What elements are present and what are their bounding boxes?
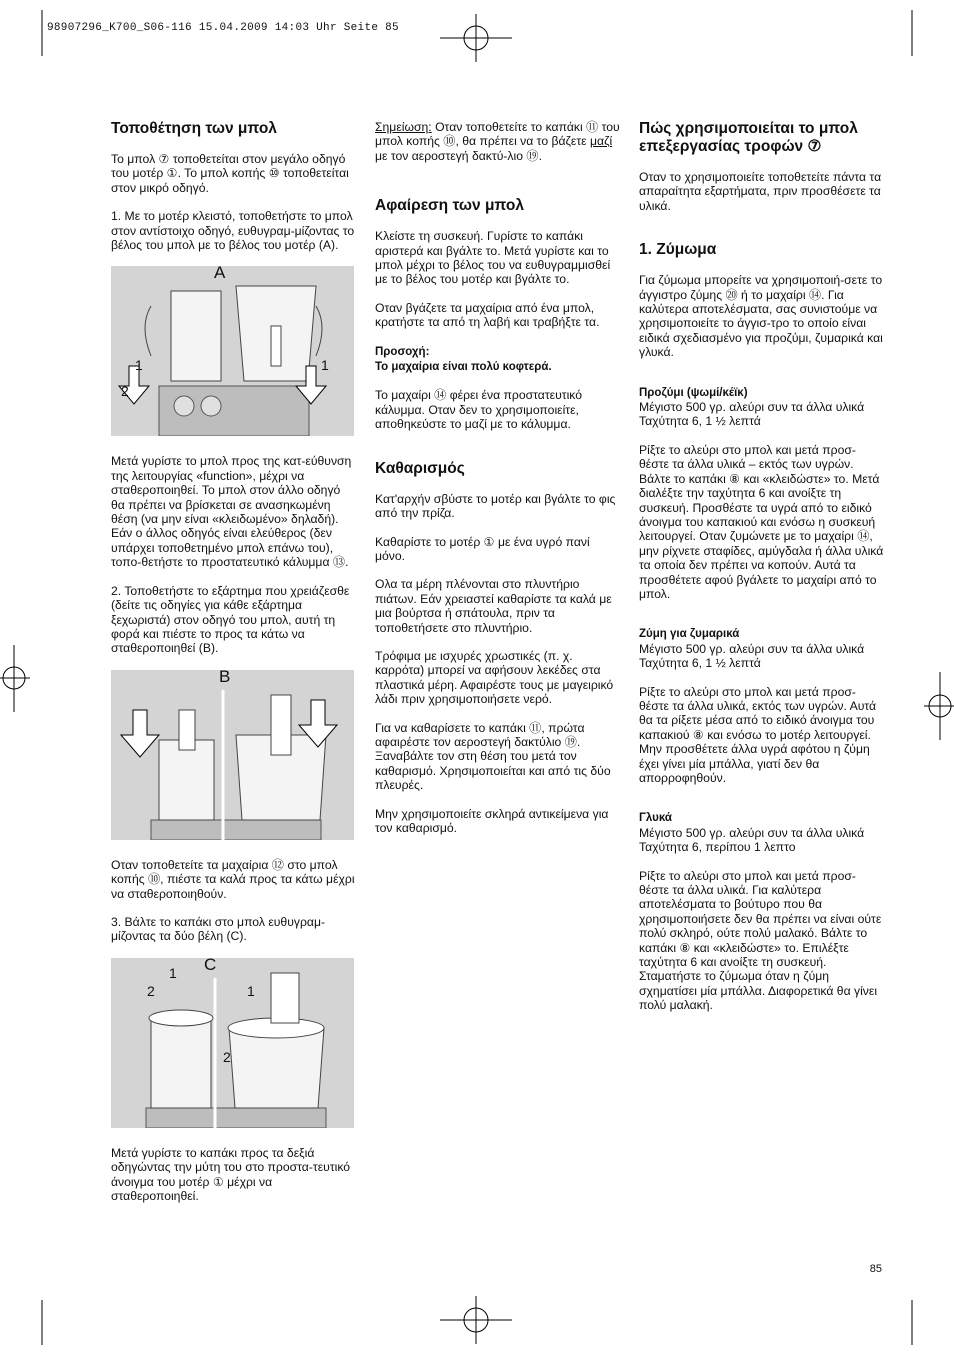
note [375,120,620,163]
recipe-line: Ταχύτητα 6, 1 ½ λεπτά [639,414,761,429]
paragraph: 1. Με το μοτέρ κλειστό, τοποθετήστε το μπολ στον αντίστοιχο οδηγό, ευθυγραμ-μίζοντας το βέλος του μπολ με το βέλος του μοτέρ (A). [111,209,355,253]
recipe-line: Μέγιστο 500 γρ. αλεύρι συν τα άλλα υλικά [639,400,865,415]
recipe-line: Μέγιστο 500 γρ. αλεύρι συν τα άλλα υλικά [639,825,865,840]
paragraph: Μην χρησιμοποιείτε σκληρά αντικείμενα για τον καθαρισμό. [375,806,609,835]
paragraph: Ρίξτε το αλεύρι στο μπολ και μετά προσ-θέστε τα άλλα υλικά. Για καλύτερα αποτελέσματα το βούτυρο που θα χρησιμοποιήσετε δεν θα πρέπει να είναι ούτε πολύ σκληρό, ούτε πολύ μαλακό. Βάλτε το καπάκι ⑧ και «κλειδώστε» το. Επιλέξτε ταχύτητα 6 και ανοίξτε τη συσκευή. Σταματήστε το ζύμωμα όταν η ζύμη σχηματίσει μία μπάλλα. Διαφορετικά θα γίνει πολύ μαλακή. [639,868,882,1013]
figure-callout: 2 [147,982,155,999]
figure-callout: 2 [223,1048,231,1065]
paragraph: 3. Βάλτε το καπάκι στο μπολ ευθυγραμ-μίζοντας τα δύο βέλη (C). [111,914,326,944]
figure-callout: 1 [321,357,329,374]
recipe-line: Μέγιστο 500 γρ. αλεύρι συν τα άλλα υλικά [639,641,865,656]
paragraph: Το μαχαίρι ⑭ φέρει ένα προστατευτικό κάλυμμα. Οταν δεν το χρησιμοποιείτε, αποθηκεύστε το μαζί με το κάλυμμα. [375,388,583,432]
column-middle [375,120,620,849]
figure-callout: 1 [169,964,177,981]
paragraph: Μετά γυρίστε το καπάκι προς τα δεξιά οδηγώντας την μύτη του στο προστα-τευτικό άνοιγμα του μοτέρ ① μέχρι να σταθεροποιηθεί. [111,1145,351,1203]
recipe-line: Ταχύτητα 6, περίπου 1 λεπτο [639,840,796,855]
figure-label-b: B [219,669,231,686]
figure-b [111,670,354,840]
paragraph: Οταν το χρησιμοποιείτε τοποθετείτε πάντα τα απαραίτητα εξαρτήματα, πριν προσθέσετε τα υλικά. [639,170,882,213]
recipe-title: Προζύμι (ψωμί/κέϊκ) [639,386,748,399]
figure-label-c: C [204,957,217,974]
note-tail: με τον αεροστεγή δακτύ-λιο ⑲. [375,148,542,163]
paragraph: Μετά γυρίστε το μπολ προς της κατ-εύθυνση της λειτουργίας «function», μέχρι να σταθεροποιηθεί. Το μπολ στον άλλο οδηγό θα πρέπει να βρίσκεται σε ανασηκωμένη θέση (να μην είναι «κλειδωμένο» δηλαδή). Εάν ο άλλος οδηγός είναι ελεύθερος (δεν υπάρχει τοποθετημένο μπολ επάνω του), τοπο-θετήστε το προστατευτικό κάλυμμα ⑬. [111,454,352,570]
page-number: 85 [869,1263,882,1275]
paragraph: Κλείστε τη συσκευή. Γυρίστε το καπάκι αριστερά και βγάλτε το. Μετά γυρίστε και το μπολ μέχρι το βέλος του να ευθυγραμμισθεί με το βέλος του μοτέρ και βγάλτε το. [375,229,611,287]
paragraph: Οταν βγάζετε τα μαχαίρια από ένα μπολ, κρατήστε τα από τη λαβή και τραβήξτε τα. [375,300,600,330]
section-title-bowl-removal: Αφαίρεση των μπολ [375,197,524,215]
paragraph: Ρίξτε το αλεύρι στο μπολ και μετά προσ-θέστε τα άλλα υλικά – εκτός των υγρών. Βάλτε το καπάκι ⑧ και «κλειδώστε» το. Μετά διαλέξτε την ταχύτητα 6 και ανοίξτε τη συσκευή. Προσθέστε τα υγρά από το ειδικό άνοιγμα του καπακιού και ενόσω η συσκευή λειτουργεί. Οταν ζυμώνετε με το μαχαίρι ⑭, μην ρίχνετε σταφίδες, αμύγδαλα ή άλλα υλικά τα οποία δεν πρέπει να κοπούν. Αυτά τα προσθέτετε αφού βγάλετε το μαχαίρι από το μπολ. [639,442,884,601]
paragraph: Τρόφιμα με ισχυρές χρωστικές (π. χ. καρρότα) μπορεί να αφήσουν λεκέδες στα πλαστικά μέρη. Αφαιρέστε τους με μαγειρικό λάδι πριν χρησιμοποιήσετε νερό. [375,648,614,707]
section-title-cleaning: Καθαρισμός [375,459,465,477]
paragraph: Για ζύμωμα μπορείτε να χρησιμοποιή-σετε το άγγιστρο ζύμης ⑳ ή το μαχαίρι ⑭. Για καλύτερα αποτελέσματα, σας συνιστούμε να χρησιμοποιείτε το άγγισ-τρο το οποίο είναι ειδικά σχεδιασμένο για προζύμι, ζυμαρικά και γλυκά. [639,273,883,360]
paragraph: Κατ'αρχήν σβύστε το μοτέρ και βγάλτε το φις από την πρίζα. [375,491,616,521]
recipe-pasta-dough [639,627,884,670]
warning-text: Το μαχαίρια είναι πολύ κοφτερά. [375,361,552,374]
note-text: Οταν τοποθετείτε το καπάκι ⑪ του μπολ κοπής ⑩, θα πρέπει να το βάζετε [375,120,620,149]
section-title-bowl-placement: Τοποθέτηση των μπολ [111,120,277,137]
figure-label-a: A [214,266,226,283]
note-underlined: μαζί [590,134,613,149]
paragraph: Ρίξτε το αλεύρι στο μπολ και μετά προσ-θέστε τα άλλα υλικά, εκτός των υγρών. Αυτά θα τα ρίξετε μέσα από το ειδικό άνοιγμα του καπακιού ⑧ και ενόσω το μοτέρ λειτουργεί. Μην προσθέτετε άλλα υγρά αφότου η ζύμη έχει γίνει μία μπάλλα, γιατί δεν θα απορροφηθούν. [639,684,877,785]
figure-callout: 1 [247,982,255,999]
figure-callout: 1 [135,357,143,374]
paragraph: 2. Τοποθετήστε το εξάρτημα που χρειάζεσθε (δείτε τις οδηγίες για κάθε εξάρτημα ξεχωριστά) στον οδηγό του μπολ, αυτή τη φορά και πιέστε το προς τα κάτω να σταθεροποιηθεί (B). [111,583,350,656]
recipe-title: Γλυκά [639,812,672,825]
recipe-yeast-dough [639,386,884,429]
warning [375,344,620,375]
figure-c [111,958,354,1128]
section-title-kneading: 1. Ζύμωμα [639,241,717,259]
paragraph: Το μπολ ⑦ τοποθετείται στον μεγάλο οδηγό του μοτέρ ①. Το μπολ κοπής ⑩ τοποθετείται στον μικρό οδηγό. [111,152,349,195]
paragraph: Καθαρίστε το μοτέρ ① με ένα υγρό πανί μόνο. [375,534,590,563]
print-header: 98907296_K700_S06-116 15.04.2009 14:03 Uhr Seite 85 [47,22,399,34]
figure-callout: 2 [121,383,129,400]
section-title-food-processor: Πώς χρησιμοποιείται το μπολ επεξεργασίας τροφών ⑦ [639,120,858,155]
note-label: Σημείωση: [375,120,432,134]
warning-label: Προσοχή: [375,345,430,358]
paragraph: Οταν τοποθετείτε τα μαχαίρια ⑫ στο μπολ κοπής ⑩, πιέστε τα καλά προς τα κάτω μέχρι να σταθεροποιηθούν. [111,857,355,901]
figure-a [111,266,354,436]
column-right [639,120,884,1027]
recipe-line: Ταχύτητα 6, 1 ½ λεπτά [639,656,761,671]
recipe-sweets [639,811,884,854]
paragraph: Ολα τα μέρη πλένονται στο πλυντήριο πιάτων. Εάν χρειαστεί καθαρίστε τα καλά με μια βούρτσα ή σπάτουλα, πριν τα τοποθετήσετε στο πλυντήριο. [375,577,612,635]
recipe-title: Ζύμη για ζυμαρικά [639,628,740,641]
column-left [111,120,356,1217]
paragraph: Για να καθαρίσετε το καπάκι ⑪, πρώτα αφαιρέστε τον αεροστεγή δακτύλιο ⑲. Ξαναβάλτε τον στη θέση του μετά τον καθαρισμό. Χρησιμοποιείται και από τις δύο πλευρές. [375,720,611,793]
